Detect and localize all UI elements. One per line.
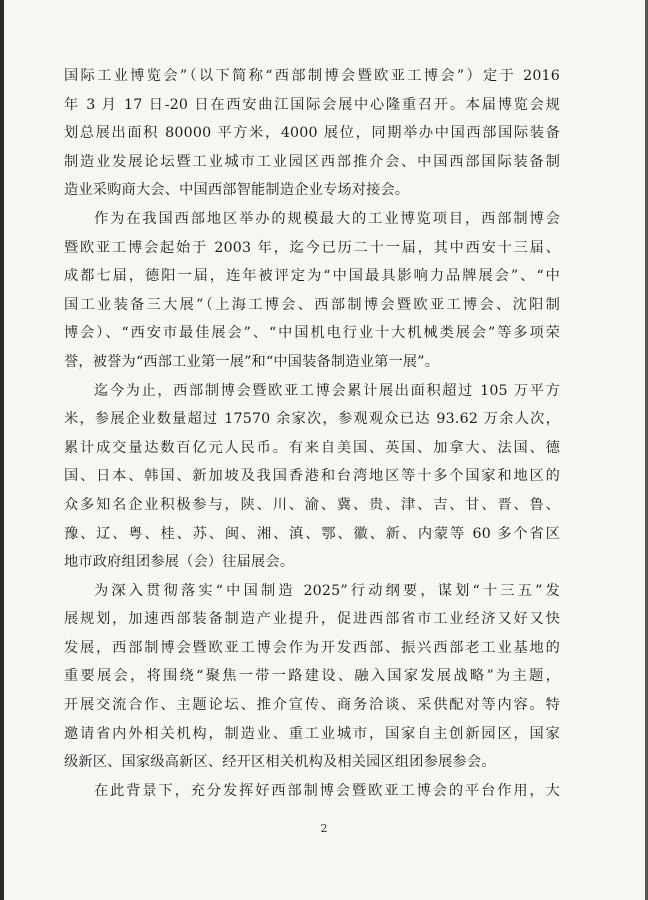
page-number: 2 <box>320 822 328 835</box>
text-line: 为深入贯彻落实“中国制造 2025”行动纲要，谋划“十三五”发 <box>94 582 560 599</box>
text-line: 誉，被誉为“西部工业第一展”和“中国装备制造业第一展”。 <box>64 353 440 370</box>
text-line: 划总展出面积 80000 平方米，4000 展位，同期举办中国西部国际装备 <box>64 125 560 142</box>
text-line: 暨欧亚工博会起始于 2003 年，迄今已历二十一届，其中西安十三届、 <box>64 239 560 256</box>
text-line: 重要展会，将围绕“聚焦一带一路建设、融入国家发展战略”为主题， <box>64 668 560 685</box>
text-line: 地市政府组团参展（会）往届展会。 <box>64 554 295 571</box>
text-line: 发展，西部制博会暨欧亚工博会作为开发西部、振兴西部老工业基地的 <box>64 639 560 656</box>
text-line: 展规划，加速西部装备制造产业提升，促进西部省市工业经济又好又快 <box>64 611 560 628</box>
scan-edge-left <box>0 0 4 900</box>
text-line: 年 3 月 17 日-20 日在西安曲江国际会展中心隆重召开。本届博览会规 <box>64 96 560 113</box>
text-line: 制造业发展论坛暨工业城市工业园区西部推介会、中国西部国际装备制 <box>64 153 560 170</box>
text-line: 国、日本、韩国、新加坡及我国香港和台湾地区等十多个国家和地区的 <box>64 468 560 485</box>
document-body <box>64 62 560 805</box>
text-line: 众多知名企业积极参与，陕、川、渝、冀、贵、津、吉、甘、晋、鲁、 <box>64 496 560 513</box>
text-line: 开展交流合作、主题论坛、推介宣传、商务洽谈、采供配对等内容。特 <box>64 697 560 714</box>
text-line: 米，参展企业数量超过 17570 余家次，参观观众已达 93.62 万余人次， <box>64 411 560 428</box>
text-line: 在此背景下，充分发挥好西部制博会暨欧亚工博会的平台作用，大 <box>94 782 560 799</box>
text-line: 邀请省内外相关机构，制造业、重工业城市，国家自主创新园区，国家 <box>64 725 560 742</box>
text-line: 成都七届，德阳一届，连年被评定为“中国最具影响力品牌展会”、“中 <box>64 268 560 285</box>
text-line: 作为在我国西部地区举办的规模最大的工业博览项目，西部制博会 <box>94 210 560 227</box>
text-line: 豫、辽、粤、桂、苏、闽、湘、滇、鄂、徽、新、内蒙等 60 多个省区 <box>64 525 560 542</box>
text-line: 累计成交量达数百亿元人民币。有来自美国、英国、加拿大、法国、德 <box>64 439 560 456</box>
text-line: 国工业装备三大展”（上海工博会、西部制博会暨欧亚工博会、沈阳制 <box>64 296 560 313</box>
text-line: 级新区、国家级高新区、经开区相关机构及相关园区组团参展参会。 <box>64 754 496 771</box>
text-line: 博会）、“西安市最佳展会”、“中国机电行业十大机械类展会”等多项荣 <box>64 325 560 342</box>
text-line: 迄今为止，西部制博会暨欧亚工博会累计展出面积超过 105 万平方 <box>94 382 560 399</box>
text-line: 国际工业博览会”（以下简称“西部制博会暨欧亚工博会”）定于 2016 <box>64 68 560 84</box>
text-line: 造业采购商大会、中国西部智能制造企业专场对接会。 <box>64 182 410 199</box>
